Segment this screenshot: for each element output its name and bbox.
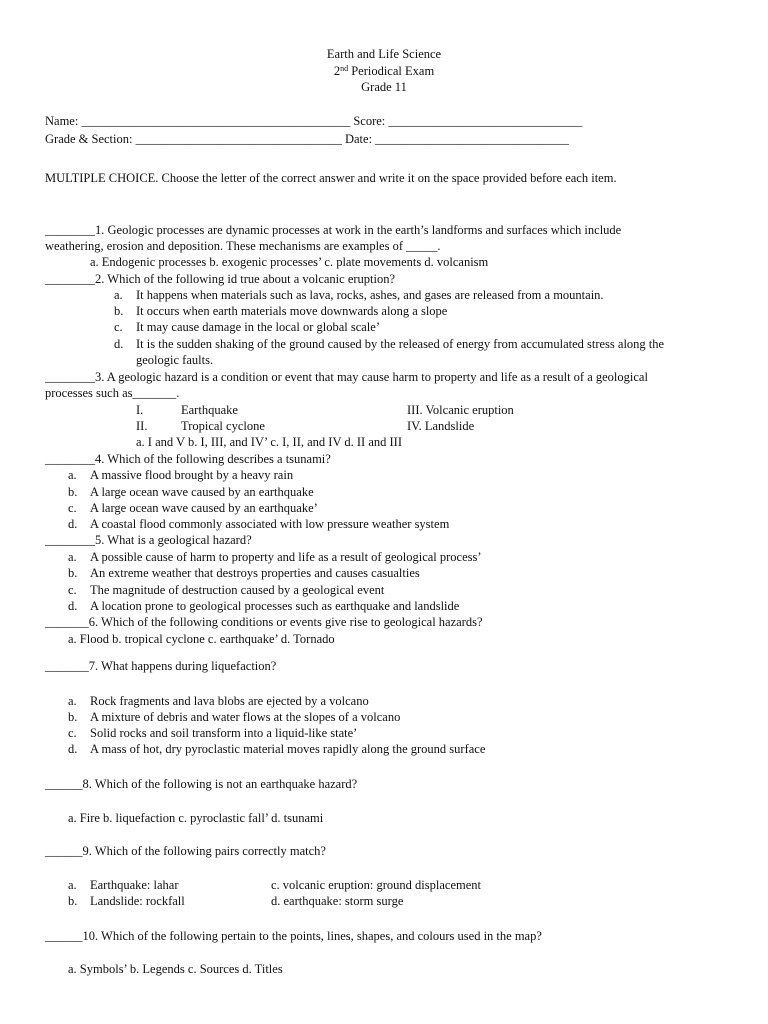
q9-d: d. earthquake: storm surge bbox=[271, 894, 404, 908]
subject-title: Earth and Life Science bbox=[326, 47, 442, 61]
exam-title bbox=[0, 63, 768, 79]
q4-b-letter: b. bbox=[68, 485, 78, 499]
q5-c: The magnitude of destruction caused by a geological event bbox=[90, 583, 385, 597]
q9-b: Landslide: rockfall bbox=[90, 894, 185, 908]
q9-a-letter: a. bbox=[68, 878, 77, 892]
q1-line2: weathering, erosion and deposition. These mechanisms are examples of _____. bbox=[45, 239, 441, 253]
q9-a: Earthquake: lahar bbox=[90, 878, 179, 892]
exam-suffix: nd bbox=[340, 64, 349, 73]
q5-a-letter: a. bbox=[68, 550, 77, 564]
grade-title: Grade 11 bbox=[361, 80, 407, 94]
q9-c: c. volcanic eruption: ground displacement bbox=[271, 878, 482, 892]
q4-d-letter: d. bbox=[68, 517, 78, 531]
q2-b: It occurs when earth materials move downwards along a slope bbox=[136, 304, 448, 318]
q5-stem: ________5. What is a geological hazard? bbox=[45, 533, 252, 547]
q3-item-ii-num: II. bbox=[136, 419, 148, 433]
q3-item-i-num: I. bbox=[136, 403, 144, 417]
q3-line1: ________3. A geologic hazard is a condition or event that may cause harm to property and life as a result of a geological bbox=[45, 370, 648, 384]
q3-item-ii: Tropical cyclone bbox=[181, 419, 265, 433]
q2-b-letter: b. bbox=[114, 304, 124, 318]
q4-d: A coastal flood commonly associated with low pressure weather system bbox=[90, 517, 450, 531]
q10-stem: ______10. Which of the following pertain to the points, lines, shapes, and colours used in the map? bbox=[45, 929, 542, 943]
q2-c: It may cause damage in the local or global scale’ bbox=[136, 320, 380, 334]
q10-choices: a. Symbols’ b. Legends c. Sources d. Titles bbox=[68, 962, 283, 976]
q3-item-iv: IV. Landslide bbox=[407, 419, 475, 433]
instructions: MULTIPLE CHOICE. Choose the letter of the correct answer and write it on the space provided before each item. bbox=[45, 171, 617, 185]
q3-line2: processes such as_______. bbox=[45, 386, 180, 400]
q5-b-letter: b. bbox=[68, 566, 78, 580]
q1-line1: ________1. Geologic processes are dynamic processes at work in the earth’s landforms and surfaces which include bbox=[45, 223, 622, 237]
q9-b-letter: b. bbox=[68, 894, 78, 908]
q5-a: A possible cause of harm to property and life as a result of geological process’ bbox=[90, 550, 482, 564]
q5-c-letter: c. bbox=[68, 583, 77, 597]
q4-c-letter: c. bbox=[68, 501, 77, 515]
q7-c-letter: c. bbox=[68, 726, 77, 740]
q2-d-letter: d. bbox=[114, 337, 124, 351]
q4-a-letter: a. bbox=[68, 468, 77, 482]
q4-c: A large ocean wave caused by an earthquake’ bbox=[90, 501, 318, 515]
q1-choices: a. Endogenic processes b. exogenic processes’ c. plate movements d. volcanism bbox=[90, 255, 489, 269]
q2-stem: ________2. Which of the following id true about a volcanic eruption? bbox=[45, 272, 396, 286]
q5-b: An extreme weather that destroys properties and causes casualties bbox=[90, 566, 420, 580]
q6-stem: _______6. Which of the following conditions or events give rise to geological hazards? bbox=[45, 615, 483, 629]
q4-b: A large ocean wave caused by an earthquake bbox=[90, 485, 314, 499]
q7-d: A mass of hot, dry pyroclastic material moves rapidly along the ground surface bbox=[90, 742, 486, 756]
q7-stem: _______7. What happens during liquefaction? bbox=[45, 659, 277, 673]
q2-a: It happens when materials such as lava, rocks, ashes, and gases are released from a mountain. bbox=[136, 288, 604, 302]
q7-b-letter: b. bbox=[68, 710, 78, 724]
q7-b: A mixture of debris and water flows at the slopes of a volcano bbox=[90, 710, 401, 724]
grade-date-line: Grade & Section: _________________________________ Date: _______________________________ bbox=[45, 132, 569, 146]
q5-d: A location prone to geological processes such as earthquake and landslide bbox=[90, 599, 460, 613]
q7-c: Solid rocks and soil transform into a liquid-like state’ bbox=[90, 726, 358, 740]
q2-d-line2: geologic faults. bbox=[136, 353, 214, 367]
q3-item-iii: III. Volcanic eruption bbox=[407, 403, 514, 417]
q6-choices: a. Flood b. tropical cyclone c. earthquake’ d. Tornado bbox=[68, 632, 335, 646]
q2-d-line1: It is the sudden shaking of the ground caused by the released of energy from accumulated stress along the bbox=[136, 337, 665, 351]
q3-choices: a. I and V b. I, III, and IV’ c. I, II, and IV d. II and III bbox=[136, 435, 402, 449]
q2-a-letter: a. bbox=[114, 288, 123, 302]
q4-stem: ________4. Which of the following describes a tsunami? bbox=[45, 452, 331, 466]
q3-item-i: Earthquake bbox=[181, 403, 238, 417]
exam-ordinal: 2 bbox=[333, 64, 341, 78]
q2-c-letter: c. bbox=[114, 320, 123, 334]
q8-choices: a. Fire b. liquefaction c. pyroclastic fall’ d. tsunami bbox=[68, 811, 324, 825]
q9-stem: ______9. Which of the following pairs correctly match? bbox=[45, 844, 326, 858]
q5-d-letter: d. bbox=[68, 599, 78, 613]
q8-stem: ______8. Which of the following is not an earthquake hazard? bbox=[45, 777, 358, 791]
q7-a-letter: a. bbox=[68, 694, 77, 708]
name-score-line: Name: ___________________________________________ Score: _______________________________ bbox=[45, 114, 583, 128]
q7-d-letter: d. bbox=[68, 742, 78, 756]
q4-a: A massive flood brought by a heavy rain bbox=[90, 468, 294, 482]
exam-title-rest: Periodical Exam bbox=[348, 64, 435, 78]
q7-a: Rock fragments and lava blobs are ejected by a volcano bbox=[90, 694, 369, 708]
